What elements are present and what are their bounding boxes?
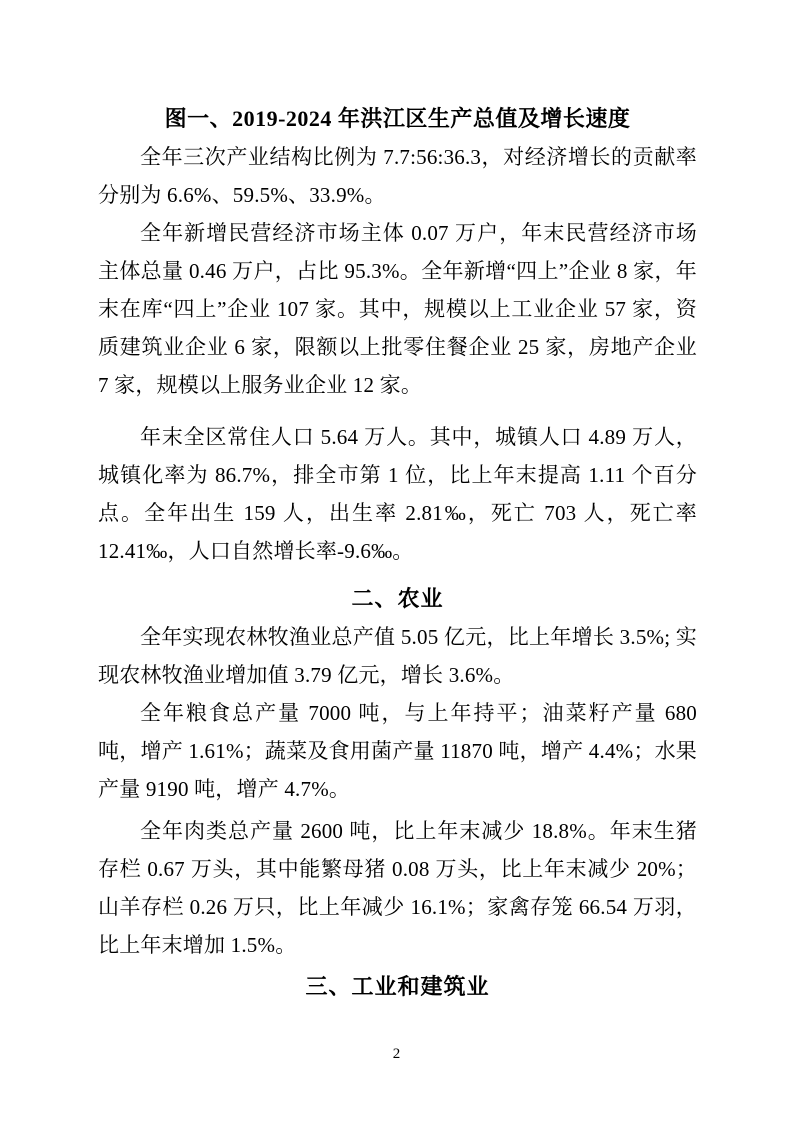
document-body [98, 100, 697, 1006]
section-heading-industry-construction: 三、工业和建筑业 [305, 974, 490, 999]
paragraph-private-economy: 全年新增民营经济市场主体 0.07 万户，年末民营经济市场主体总量 0.46 万户，占比 95.3%。全年新增“四上”企业 8 家，年末在库“四上”企业 107 家。其中，规模以上工业企业 57 家，资质建筑业企业 6 家，限额以上批零住餐企业 25 家，房地产企业 7 家，规模以上服务业企业 12 家。 [98, 221, 697, 397]
paragraph-livestock: 全年肉类总产量 2600 吨，比上年末减少 18.8%。年末生猪存栏 0.67 万头，其中能繁母猪 0.08 万头，比上年末减少 20%；山羊存栏 0.26 万只，比上年减少 16.1%；家禽存笼 66.54 万羽，比上年末增加 1.5%。 [98, 819, 697, 957]
page-number: 2 [392, 1046, 401, 1062]
figure-caption: 图一、2019-2024 年洪江区生产总值及增长速度 [164, 106, 631, 131]
paragraph-industry-structure: 全年三次产业结构比例为 7.7:56:36.3，对经济增长的贡献率分别为 6.6%、59.5%、33.9%。 [98, 145, 697, 207]
section-heading-agriculture: 二、农业 [351, 586, 444, 611]
paragraph-population: 年末全区常住人口 5.64 万人。其中，城镇人口 4.89 万人，城镇化率为 86.7%，排全市第 1 位，比上年末提高 1.11 个百分点。全年出生 159 人，出生率 2.81‰，死亡 703 人，死亡率 12.41‰，人口自然增长率-9.6‰。 [98, 425, 697, 563]
paragraph-agriculture-output: 全年实现农林牧渔业总产值 5.05 亿元，比上年增长 3.5%; 实现农林牧渔业增加值 3.79 亿元，增长 3.6%。 [98, 625, 697, 687]
paragraph-grain-production: 全年粮食总产量 7000 吨，与上年持平；油菜籽产量 680 吨，增产 1.61%；蔬菜及食用菌产量 11870 吨，增产 4.4%；水果产量 9190 吨，增产 4.7%。 [98, 701, 697, 801]
